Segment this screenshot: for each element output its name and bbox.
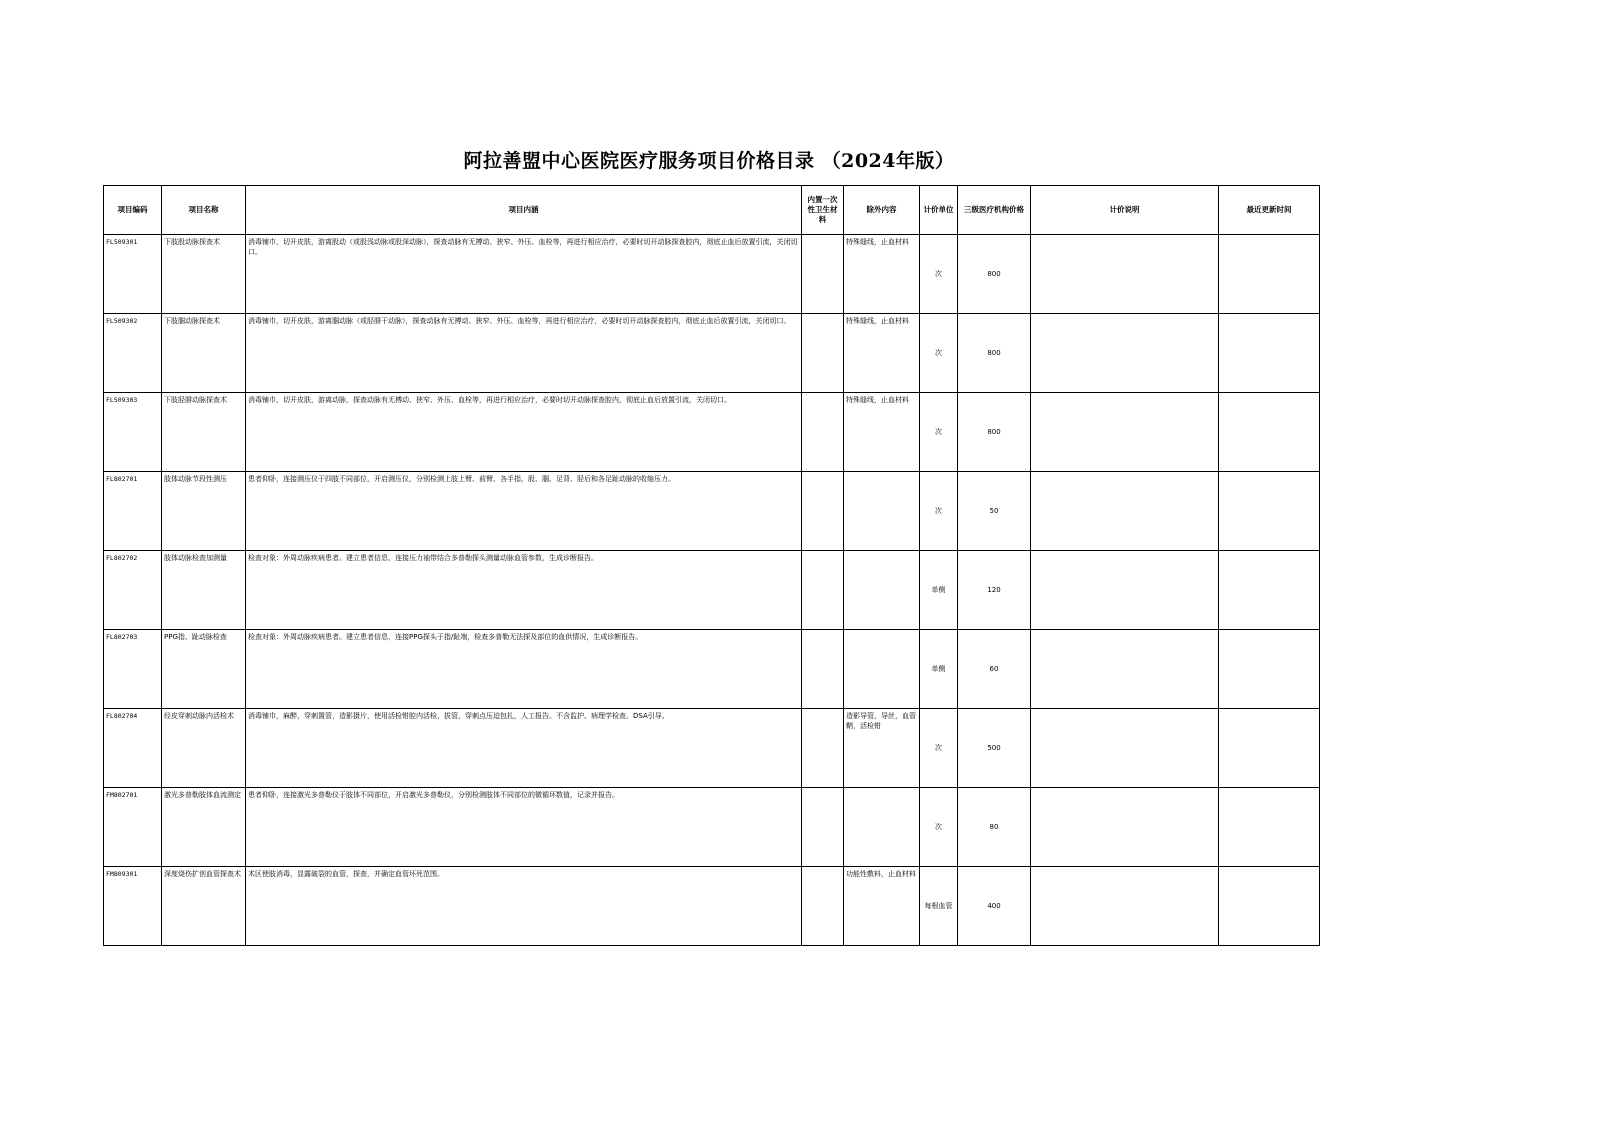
cell-excluded [844,788,920,867]
cell-unit: 次 [920,235,958,314]
header-material: 内置一次性卫生材料 [802,186,844,235]
cell-price: 800 [958,235,1031,314]
header-updated: 最近更新时间 [1219,186,1320,235]
cell-name: 激光多普勒肢体血流测定 [162,788,246,867]
cell-material [802,630,844,709]
cell-unit: 单侧 [920,630,958,709]
header-unit: 计价单位 [920,186,958,235]
table-row [104,314,1320,393]
cell-price: 50 [958,472,1031,551]
cell-excluded: 特殊缝线，止血材料 [844,393,920,472]
cell-note [1031,867,1219,946]
cell-code: FM802701 [104,788,162,867]
cell-code: FL509303 [104,393,162,472]
cell-name: PPG指、趾动脉检查 [162,630,246,709]
cell-content: 消毒铺巾，麻醉，穿刺置管，造影摄片，使用活检钳腔内活检，拔管，穿刺点压迫包扎，人工报告。不含监护、病理学检查、DSA引导。 [246,709,802,788]
cell-updated [1219,630,1320,709]
cell-code: FL509301 [104,235,162,314]
cell-content: 患者仰卧，连接激光多普勒仪于肢体不同部位，开启激光多普勒仪，分别检测肢体不同部位的微循环数值，记录并报告。 [246,788,802,867]
cell-name: 下肢腘动脉探查术 [162,314,246,393]
cell-material [802,314,844,393]
cell-updated [1219,551,1320,630]
price-table [103,185,1320,946]
cell-excluded: 造影导管，导丝，血管鞘，活检钳 [844,709,920,788]
cell-material [802,551,844,630]
table-row [104,235,1320,314]
table-row [104,472,1320,551]
cell-price: 80 [958,788,1031,867]
cell-content: 患者仰卧，连接测压仪于四肢不同部位，开启测压仪，分别检测上肢上臂、前臂、各手指，股、腘、足背、胫后和各足趾动脉的收缩压力。 [246,472,802,551]
cell-unit: 每根血管 [920,867,958,946]
cell-code: FL509302 [104,314,162,393]
table-row [104,393,1320,472]
cell-note [1031,551,1219,630]
cell-excluded: 特殊缝线，止血材料 [844,235,920,314]
cell-content: 术区使肢消毒，显露破裂的血管，探查，并确定血管坏死范围。 [246,867,802,946]
cell-unit: 单侧 [920,551,958,630]
cell-code: FL802702 [104,551,162,630]
cell-price: 500 [958,709,1031,788]
table-row [104,709,1320,788]
table-header-row [104,186,1320,235]
cell-code: FL802703 [104,630,162,709]
header-content: 项目内涵 [246,186,802,235]
cell-updated [1219,314,1320,393]
cell-name: 下肢股动脉探查术 [162,235,246,314]
header-code: 项目编码 [104,186,162,235]
cell-unit: 次 [920,472,958,551]
cell-note [1031,393,1219,472]
cell-excluded: 功能性敷料，止血材料 [844,867,920,946]
cell-excluded [844,472,920,551]
table-row [104,630,1320,709]
header-excluded: 除外内容 [844,186,920,235]
header-name: 项目名称 [162,186,246,235]
cell-note [1031,314,1219,393]
cell-material [802,709,844,788]
cell-unit: 次 [920,393,958,472]
cell-updated [1219,709,1320,788]
cell-updated [1219,472,1320,551]
cell-note [1031,235,1219,314]
cell-content: 消毒铺巾，切开皮肤，游离股动（或股浅动脉或股深动脉），探查动脉有无搏动、狭窄、外压、血栓等，再进行相应治疗，必要时切开动脉探查腔内，彻底止血后放置引流，关闭切口。 [246,235,802,314]
cell-note [1031,709,1219,788]
cell-updated [1219,393,1320,472]
cell-content: 检查对象：外周动脉疾病患者。建立患者信息，连接压力袖带结合多普勒探头测量动脉血管参数，生成诊断报告。 [246,551,802,630]
cell-price: 60 [958,630,1031,709]
cell-name: 下肢胫腓动脉探查术 [162,393,246,472]
cell-name: 经皮穿刺动脉内活检术 [162,709,246,788]
cell-excluded [844,630,920,709]
cell-material [802,472,844,551]
cell-unit: 次 [920,314,958,393]
cell-price: 800 [958,393,1031,472]
cell-note [1031,788,1219,867]
cell-updated [1219,788,1320,867]
table-row [104,788,1320,867]
cell-material [802,867,844,946]
cell-unit: 次 [920,709,958,788]
cell-code: FL802704 [104,709,162,788]
header-note: 计价说明 [1031,186,1219,235]
cell-code: FM809301 [104,867,162,946]
cell-updated [1219,235,1320,314]
table-row [104,867,1320,946]
cell-name: 肢体动脉检查加测量 [162,551,246,630]
cell-unit: 次 [920,788,958,867]
cell-price: 400 [958,867,1031,946]
cell-content: 消毒铺巾，切开皮肤，游离动脉，探查动脉有无搏动、狭窄、外压、血栓等，再进行相应治疗，必要时切开动脉探查腔内，彻底止血后放置引流，关闭切口。 [246,393,802,472]
cell-updated [1219,867,1320,946]
cell-code: FL802701 [104,472,162,551]
header-price: 三级医疗机构价格 [958,186,1031,235]
cell-price: 800 [958,314,1031,393]
cell-note [1031,630,1219,709]
cell-material [802,393,844,472]
cell-material [802,788,844,867]
cell-name: 肢体动脉节段性测压 [162,472,246,551]
cell-excluded: 特殊缝线，止血材料 [844,314,920,393]
cell-note [1031,472,1219,551]
cell-price: 120 [958,551,1031,630]
cell-material [802,235,844,314]
table-row [104,551,1320,630]
cell-name: 深度烧伤扩创血管探查术 [162,867,246,946]
page-title: 阿拉善盟中心医院医疗服务项目价格目录 （2024年版） [463,150,955,172]
cell-content: 消毒铺巾，切开皮肤，游离腘动脉（或胫腓干动脉），探查动脉有无搏动、狭窄、外压、血栓等，再进行相应治疗，必要时切开动脉探查腔内，彻底止血后放置引流，关闭切口。 [246,314,802,393]
cell-excluded [844,551,920,630]
cell-content: 检查对象：外周动脉疾病患者。建立患者信息，连接PPG探头于指/趾端，检查多普勒无法探及部位的血供情况，生成诊断报告。 [246,630,802,709]
